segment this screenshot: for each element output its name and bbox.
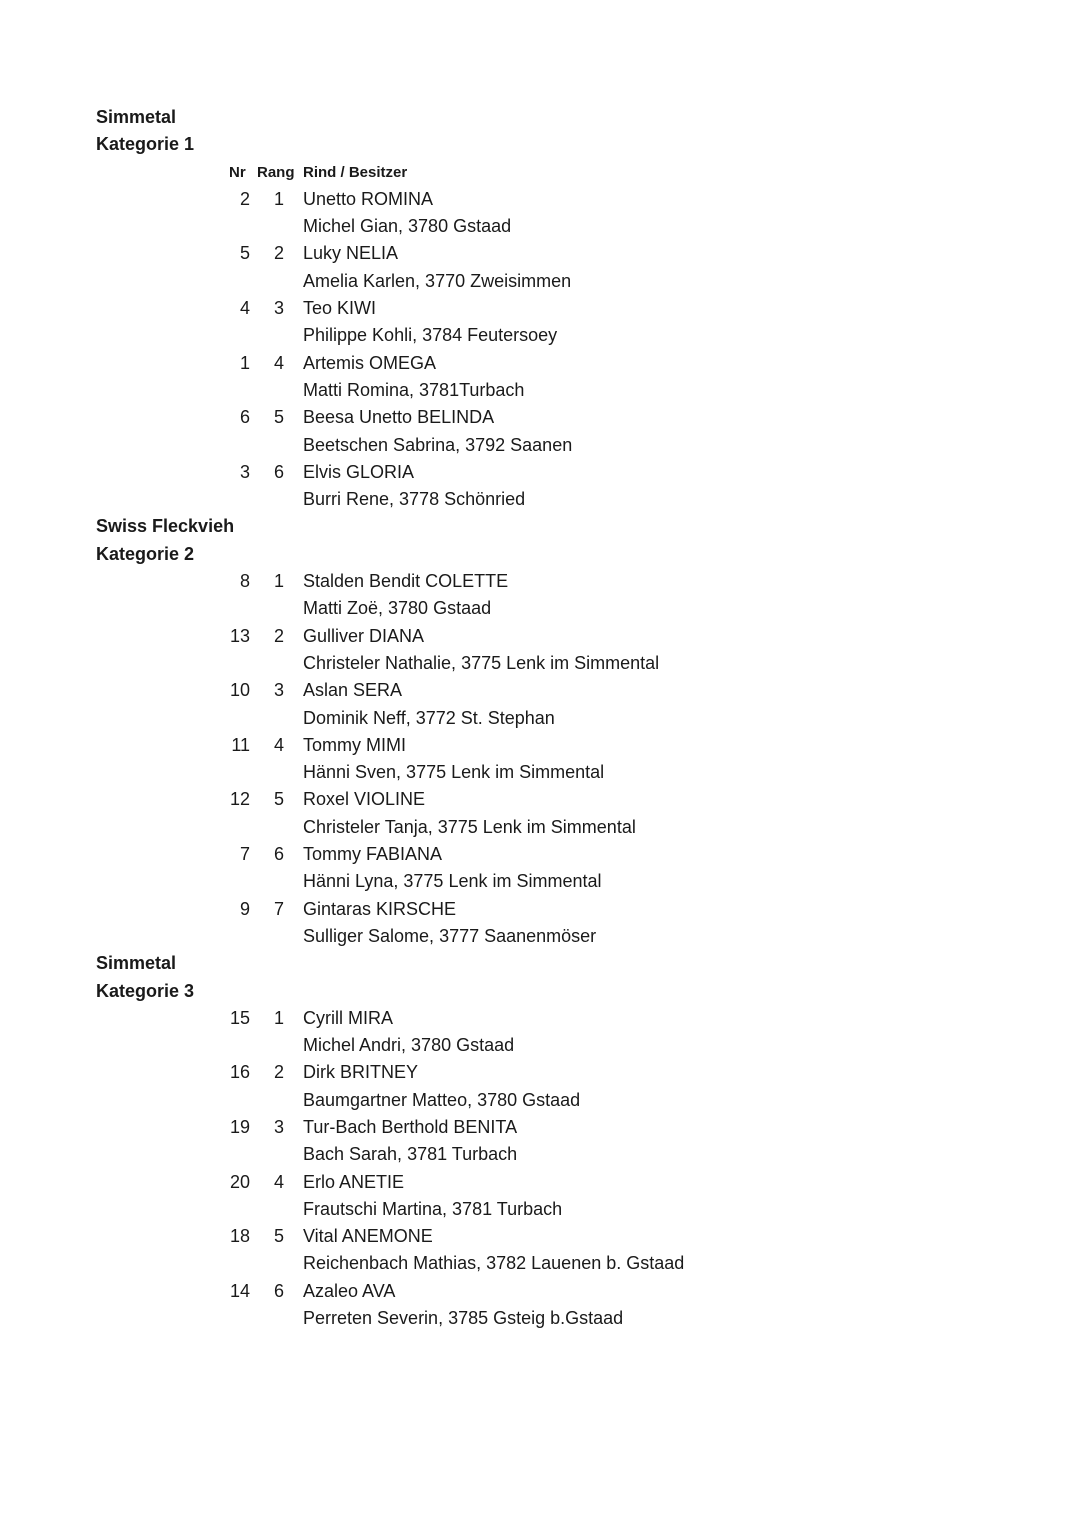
- entry-rang: 3: [273, 1116, 284, 1137]
- entry-owner: Beetschen Sabrina, 3792 Saanen: [303, 434, 573, 455]
- entry-rind: Stalden Bendit COLETTE: [303, 571, 509, 592]
- owner-row: [0, 1087, 1080, 1114]
- entry-rind: Luky NELIA: [303, 243, 399, 264]
- entry-owner: Philippe Kohli, 3784 Feutersoey: [303, 325, 558, 346]
- entry-rang: 3: [273, 298, 284, 319]
- owner-row: [0, 213, 1080, 240]
- entry-nr: 14: [229, 1280, 250, 1301]
- column-header-rind: Rind / Besitzer: [303, 163, 408, 181]
- entry-row: [0, 786, 1080, 813]
- entry-owner: Frautschi Martina, 3781 Turbach: [303, 1198, 563, 1219]
- entry-row: [0, 295, 1080, 322]
- entry-rind: Elvis GLORIA: [303, 461, 415, 482]
- entry-row: [0, 1005, 1080, 1032]
- entry-rind: Beesa Unetto BELINDA: [303, 407, 495, 428]
- owner-row: [0, 595, 1080, 622]
- entry-row: [0, 841, 1080, 868]
- entry-rind: Gulliver DIANA: [303, 625, 425, 646]
- entry-rang: 1: [273, 1007, 284, 1028]
- entry-owner: Christeler Nathalie, 3775 Lenk im Simmental: [303, 652, 660, 673]
- entry-rind: Cyrill MIRA: [303, 1007, 393, 1028]
- owner-row: [0, 923, 1080, 950]
- entry-row: [0, 459, 1080, 486]
- entry-row: [0, 240, 1080, 267]
- entry-rind: Tur-Bach Berthold BENITA: [303, 1116, 518, 1137]
- entry-owner: Amelia Karlen, 3770 Zweisimmen: [303, 270, 572, 291]
- column-header-nr: Nr: [229, 163, 246, 181]
- entry-owner: Hänni Sven, 3775 Lenk im Simmental: [303, 762, 605, 783]
- entry-row: [0, 186, 1080, 213]
- entry-owner: Christeler Tanja, 3775 Lenk im Simmental: [303, 816, 636, 837]
- entry-row: [0, 896, 1080, 923]
- entry-rang: 1: [273, 188, 284, 209]
- entry-nr: 9: [239, 898, 250, 919]
- entry-rang: 6: [273, 844, 284, 865]
- entry-nr: 7: [239, 844, 250, 865]
- entry-nr: 13: [229, 625, 250, 646]
- breed-heading: Simmetal: [96, 107, 177, 127]
- owner-row: [0, 868, 1080, 895]
- category-heading: Kategorie 1: [96, 134, 195, 155]
- entry-rang: 6: [273, 461, 284, 482]
- owner-row: [0, 432, 1080, 459]
- entry-rang: 4: [273, 352, 284, 373]
- entry-rang: 2: [273, 243, 284, 264]
- entry-row: [0, 1059, 1080, 1086]
- entry-rind: Gintaras KIRSCHE: [303, 898, 457, 919]
- entry-nr: 16: [229, 1062, 250, 1083]
- entry-owner: Bach Sarah, 3781 Turbach: [303, 1144, 518, 1165]
- owner-row: [0, 1196, 1080, 1223]
- entry-owner: Burri Rene, 3778 Schönried: [303, 489, 526, 510]
- owner-row: [0, 1141, 1080, 1168]
- entry-rind: Teo KIWI: [303, 298, 377, 319]
- entry-row: [0, 568, 1080, 595]
- entry-owner: Dominik Neff, 3772 St. Stephan: [303, 707, 555, 728]
- entry-nr: 20: [229, 1171, 250, 1192]
- entry-rang: 6: [273, 1280, 284, 1301]
- entry-rang: 4: [273, 734, 284, 755]
- entry-owner: Baumgartner Matteo, 3780 Gstaad: [303, 1089, 581, 1110]
- owner-row: [0, 759, 1080, 786]
- entry-owner: Michel Gian, 3780 Gstaad: [303, 216, 512, 237]
- entry-rind: Tommy MIMI: [303, 734, 406, 755]
- owner-row: [0, 322, 1080, 349]
- entry-rind: Erlo ANETIE: [303, 1171, 405, 1192]
- entry-rang: 2: [273, 1062, 284, 1083]
- entry-nr: 2: [239, 188, 250, 209]
- entry-owner: Michel Andri, 3780 Gstaad: [303, 1035, 515, 1056]
- ranking-document: [0, 104, 1080, 1332]
- entry-owner: Hänni Lyna, 3775 Lenk im Simmental: [303, 871, 602, 892]
- entry-rind: Unetto ROMINA: [303, 188, 434, 209]
- entry-rang: 1: [273, 571, 284, 592]
- column-header-rang: Rang: [257, 163, 295, 181]
- entry-owner: Reichenbach Mathias, 3782 Lauenen b. Gstaad: [303, 1253, 685, 1274]
- owner-row: [0, 1305, 1080, 1332]
- entry-rind: Tommy FABIANA: [303, 844, 443, 865]
- entry-row: [0, 1223, 1080, 1250]
- entry-row: [0, 732, 1080, 759]
- entry-rind: Roxel VIOLINE: [303, 789, 426, 810]
- breed-heading: Simmetal: [96, 953, 177, 974]
- entry-rind: Aslan SERA: [303, 680, 403, 701]
- column-header-row: [0, 159, 1080, 186]
- entry-rind: Azaleo AVA: [303, 1280, 396, 1301]
- entry-owner: Matti Zoë, 3780 Gstaad: [303, 598, 492, 619]
- entry-rang: 4: [273, 1171, 284, 1192]
- entry-row: [0, 350, 1080, 377]
- entry-nr: 6: [239, 407, 250, 428]
- entry-rang: 7: [273, 898, 284, 919]
- entry-rind: Artemis OMEGA: [303, 352, 437, 373]
- category-heading: Kategorie 2: [96, 543, 195, 564]
- owner-row: [0, 486, 1080, 513]
- owner-row: [0, 1250, 1080, 1277]
- entry-rang: 5: [273, 789, 284, 810]
- entry-row: [0, 1278, 1080, 1305]
- entry-nr: 12: [229, 789, 250, 810]
- owner-row: [0, 377, 1080, 404]
- entry-nr: 8: [239, 571, 250, 592]
- category-heading: Kategorie 3: [96, 980, 195, 1001]
- entry-rang: 3: [273, 680, 284, 701]
- owner-row: [0, 1032, 1080, 1059]
- entry-row: [0, 623, 1080, 650]
- entry-rang: 5: [273, 1226, 284, 1247]
- owner-row: [0, 650, 1080, 677]
- entry-rind: Vital ANEMONE: [303, 1226, 433, 1247]
- entry-nr: 4: [239, 298, 250, 319]
- entry-rang: 5: [273, 407, 284, 428]
- entry-owner: Matti Romina, 3781Turbach: [303, 379, 525, 400]
- entry-row: [0, 677, 1080, 704]
- entry-nr: 3: [239, 461, 250, 482]
- entry-nr: 15: [229, 1007, 250, 1028]
- entry-nr: 11: [231, 734, 250, 755]
- entry-nr: 18: [229, 1226, 250, 1247]
- owner-row: [0, 705, 1080, 732]
- entry-nr: 1: [239, 352, 250, 373]
- owner-row: [0, 814, 1080, 841]
- entry-row: [0, 404, 1080, 431]
- entry-rind: Dirk BRITNEY: [303, 1062, 419, 1083]
- breed-heading: Swiss Fleckvieh: [96, 516, 235, 537]
- entry-nr: 10: [229, 680, 250, 701]
- entry-nr: 19: [229, 1116, 250, 1137]
- entry-nr: 5: [239, 243, 250, 264]
- entry-row: [0, 1169, 1080, 1196]
- entry-owner: Perreten Severin, 3785 Gsteig b.Gstaad: [303, 1308, 624, 1329]
- entry-owner: Sulliger Salome, 3777 Saanenmöser: [303, 925, 597, 946]
- entry-row: [0, 1114, 1080, 1141]
- owner-row: [0, 268, 1080, 295]
- entry-rang: 2: [273, 625, 284, 646]
